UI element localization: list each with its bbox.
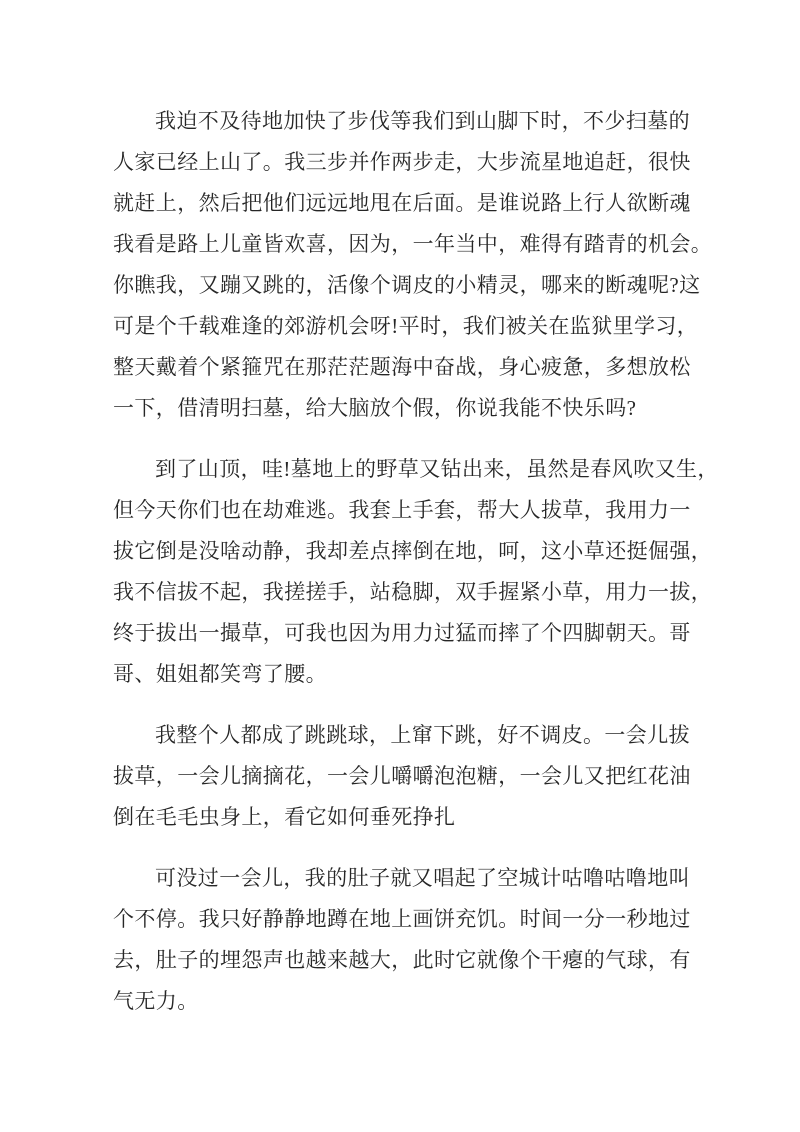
text-line: 我看是路上儿童皆欢喜，因为，一年当中，难得有踏青的机会。 bbox=[113, 232, 713, 256]
text-line: 去，肚子的埋怨声也越来越大，此时它就像个干瘪的气球，有 bbox=[113, 948, 691, 972]
text-line: 气无力。 bbox=[113, 989, 199, 1013]
text-line: 我整个人都成了跳跳球，上窜下跳，好不调皮。一会儿拔 bbox=[155, 723, 690, 747]
text-line: 一下，借清明扫墓，给大脑放个假，你说我能不快乐吗? bbox=[113, 396, 637, 420]
paragraph bbox=[113, 449, 719, 695]
text-line: 我迫不及待地加快了步伐等我们到山脚下时，不少扫墓的 bbox=[155, 109, 690, 133]
text-line: 倒在毛毛虫身上，看它如何垂死挣扎 bbox=[113, 805, 456, 829]
paragraph bbox=[113, 858, 693, 1022]
text-line: 我不信拔不起，我搓搓手，站稳脚，双手握紧小草，用力一拔， bbox=[113, 580, 713, 604]
text-line: 可是个千载难逢的郊游机会呀!平时，我们被关在监狱里学习， bbox=[113, 314, 699, 338]
text-line: 拔它倒是没啥动静，我却差点摔倒在地，呵，这小草还挺倔强， bbox=[113, 539, 713, 563]
text-line: 到了山顶，哇!墓地上的野草又钻出来，虽然是春风吹又生， bbox=[155, 457, 719, 481]
text-line: 终于拔出一撮草，可我也因为用力过猛而摔了个四脚朝天。哥 bbox=[113, 621, 691, 645]
text-line: 但今天你们也在劫难逃。我套上手套，帮大人拔草，我用力一 bbox=[113, 498, 691, 522]
text-line: 整天戴着个紧箍咒在那茫茫题海中奋战，身心疲惫，多想放松 bbox=[113, 355, 691, 379]
text-line: 哥、姐姐都笑弯了腰。 bbox=[113, 662, 327, 686]
document-body bbox=[113, 101, 719, 1042]
text-line: 可没过一会儿，我的肚子就又唱起了空城计咕噜咕噜地叫 bbox=[155, 866, 690, 890]
text-line: 个不停。我只好静静地蹲在地上画饼充饥。时间一分一秒地过 bbox=[113, 907, 691, 931]
text-line: 你瞧我，又蹦又跳的，活像个调皮的小精灵，哪来的断魂呢?这 bbox=[113, 273, 701, 297]
paragraph bbox=[113, 715, 693, 838]
paragraph bbox=[113, 101, 713, 429]
text-line: 就赶上，然后把他们远远地甩在后面。是谁说路上行人欲断魂 bbox=[113, 191, 691, 215]
text-line: 拔草，一会儿摘摘花，一会儿嚼嚼泡泡糖，一会儿又把红花油 bbox=[113, 764, 691, 788]
text-line: 人家已经上山了。我三步并作两步走，大步流星地追赶，很快 bbox=[113, 150, 691, 174]
